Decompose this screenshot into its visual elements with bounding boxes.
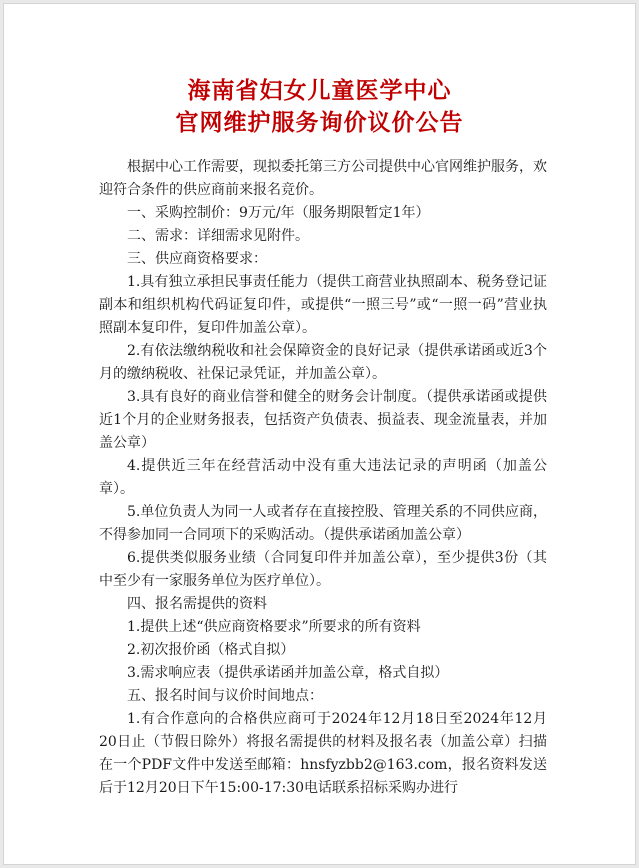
- document-title-line1: 海南省妇女儿童医学中心: [187, 78, 452, 104]
- qualification-item-1: 1.具有独立承担民事责任能力（提供工商营业执照副本、税务登记证副本和组织机构代码证复印件，或提供“一照三号”或“一照一码”营业执照副本复印件，复印件加盖公章）。: [99, 274, 547, 336]
- document-page: [3, 3, 636, 865]
- section-1-price: 一、采购控制价：9万元/年（服务期限暂定1年）: [127, 205, 430, 221]
- material-item-3: 3.需求响应表（提供承诺函并加盖公章，格式自拟）: [127, 665, 449, 681]
- qualification-item-2: 2.有依法缴纳税收和社会保障资金的良好记录（提供承诺函或近3个月的缴纳税收、社保记录凭证，并加盖公章）。: [99, 343, 547, 382]
- section-3-heading: 三、供应商资格要求：: [127, 251, 267, 267]
- qualification-item-3: 3.具有良好的商业信誉和健全的财务会计制度。（提供承诺函或提供近1个月的企业财务报表，包括资产负债表、损益表、现金流量表，并加盖公章）: [99, 389, 547, 451]
- section-4-heading: 四、报名需提供的资料: [127, 596, 267, 612]
- qualification-item-5: 5.单位负责人为同一人或者存在直接控股、管理关系的不同供应商，不得参加同一合同项下的采购活动。（提供承诺函加盖公章）: [99, 504, 547, 543]
- section-2-requirements: 二、需求：详细需求见附件。: [127, 228, 309, 244]
- section-5-heading: 五、报名时间与议价时间地点：: [127, 688, 323, 704]
- document-body: [99, 156, 547, 800]
- intro-paragraph: 根据中心工作需要，现拟委托第三方公司提供中心官网维护服务，欢迎符合条件的供应商前来报名竞价。: [99, 159, 547, 198]
- material-item-1: 1.提供上述“供应商资格要求”所要求的所有资料: [127, 619, 421, 635]
- material-item-2: 2.初次报价函（格式自拟）: [127, 642, 295, 658]
- qualification-item-4: 4.提供近三年在经营活动中没有重大违法记录的声明函（加盖公章）。: [99, 458, 547, 497]
- schedule-item-1: 1.有合作意向的合格供应商可于2024年12月18日至2024年12月20日止（节假日除外）将报名需提供的材料及报名表（加盖公章）扫描在一个PDF文件中发送至邮箱：hnsfyzbb2@163.com，报名资料发送后于12月20日下午15:00-17:30电话联系招标采购办进行: [99, 711, 547, 796]
- document-title-line2: 官网维护服务询价议价公告: [175, 110, 464, 136]
- qualification-item-6: 6.提供类似服务业绩（合同复印件并加盖公章），至少提供3份（其中至少有一家服务单位为医疗单位）。: [99, 550, 547, 589]
